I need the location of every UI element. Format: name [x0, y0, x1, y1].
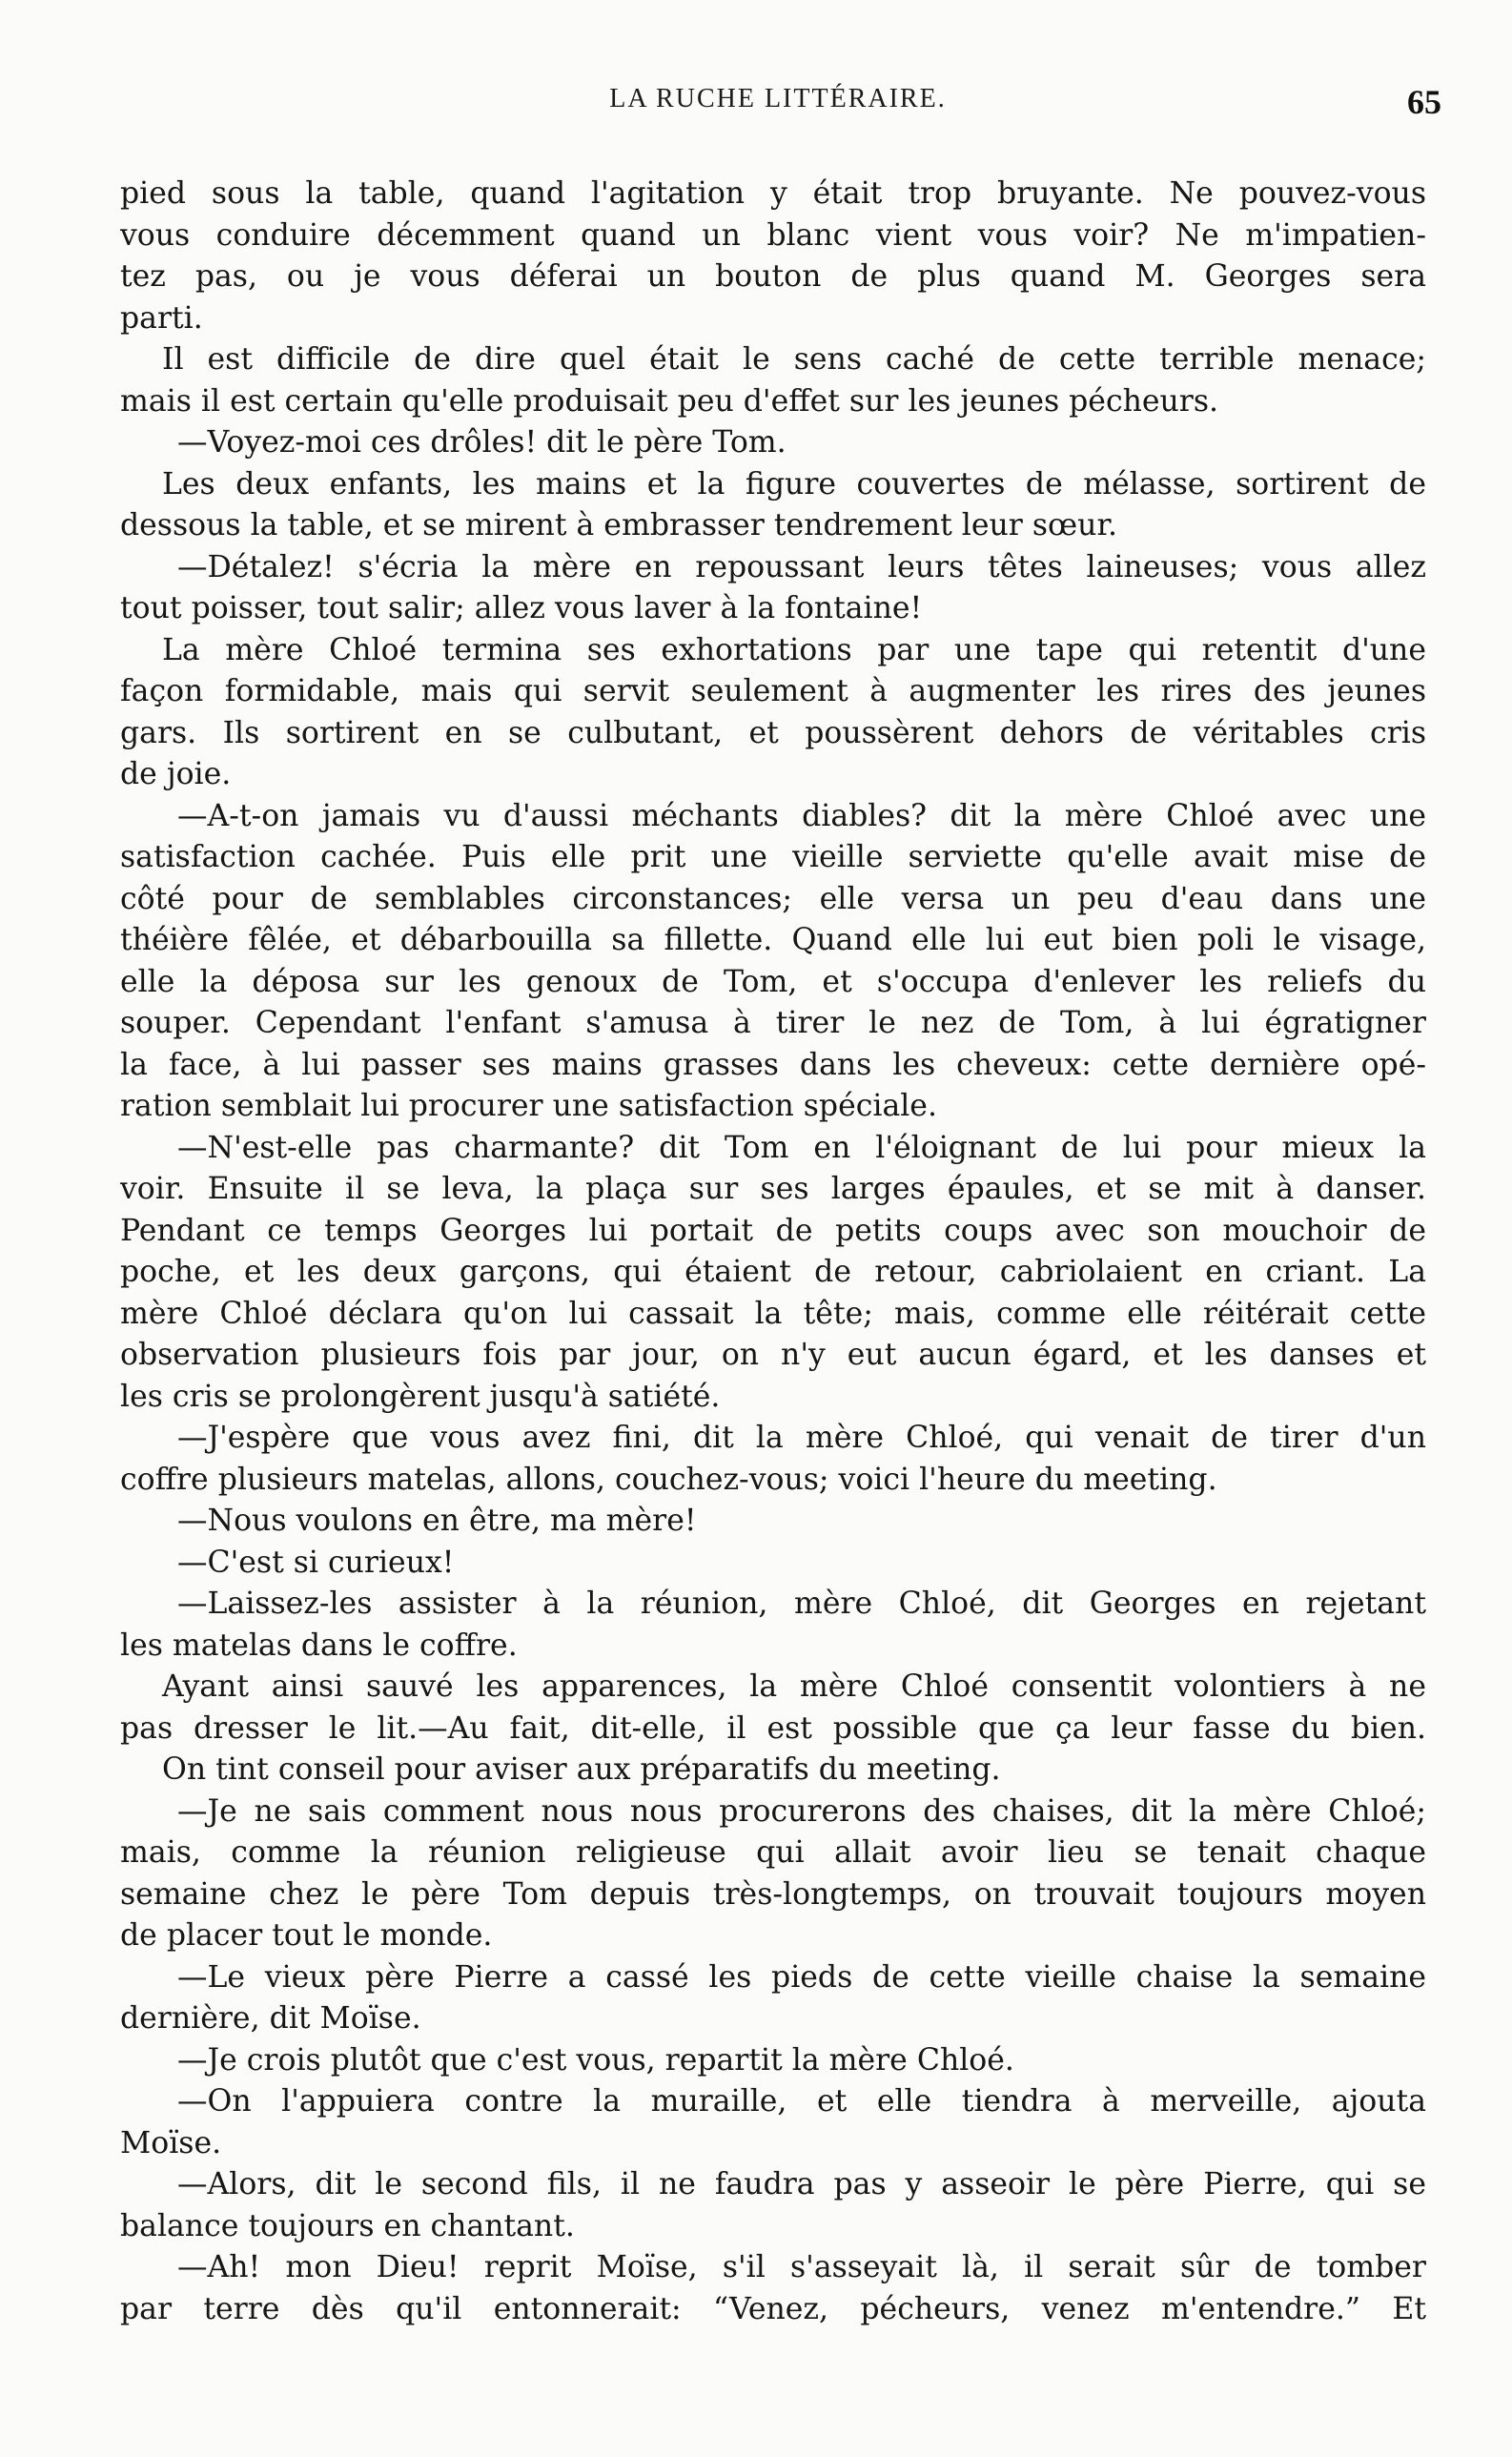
text-line: les matelas dans le coffre. — [120, 1628, 518, 1663]
text-line: semaine chez le père Tom depuis très-longtemps, on trouvait toujours moyen — [120, 1876, 1426, 1912]
text-line: Les deux enfants, les mains et la figure couvertes de mélasse, sortirent de — [162, 466, 1426, 502]
text-line: balance toujours en chantant. — [120, 2208, 575, 2243]
body-text — [120, 174, 1426, 2330]
text-line: —Détalez! s'écria la mère en repoussant leurs têtes laineuses; vous allez — [177, 549, 1426, 584]
text-line: vous conduire décemment quand un blanc vient vous voir? Ne m'impatien- — [120, 217, 1426, 253]
page-number: 65 — [1407, 83, 1441, 121]
text-line: pied sous la table, quand l'agitation y était trop bruyante. Ne pouvez-vous — [120, 176, 1426, 211]
text-line: mais, comme la réunion religieuse qui allait avoir lieu se tenait chaque — [120, 1835, 1426, 1870]
text-line: Moïse. — [120, 2125, 222, 2160]
text-line: de placer tout le monde. — [120, 1918, 493, 1953]
text-line: poche, et les deux garçons, qui étaient de retour, cabriolaient en criant. La — [120, 1255, 1426, 1289]
text-line: dessous la table, et se mirent à embrasser tendrement leur sœur. — [120, 508, 1118, 543]
text-line: —Ah! mon Dieu! reprit Moïse, s'il s'asseyait là, il serait sûr de tomber — [177, 2250, 1426, 2284]
text-line: —Voyez-moi ces drôles! dit le père Tom. — [177, 425, 787, 460]
text-line: tout poisser, tout salir; allez vous laver à la fontaine! — [120, 591, 923, 625]
text-line: —C'est si curieux! — [177, 1545, 455, 1580]
text-line: —N'est-elle pas charmante? dit Tom en l'éloignant de lui pour mieux la — [177, 1130, 1426, 1165]
text-line: les cris se prolongèrent jusqu'à satiété. — [120, 1379, 721, 1414]
text-line: la face, à lui passer ses mains grasses dans les cheveux: cette dernière opé- — [120, 1047, 1426, 1082]
text-line: pas dresser le lit.—Au fait, dit-elle, il est possible que ça leur fasse du bien. — [120, 1710, 1426, 1746]
running-head — [114, 84, 1441, 122]
text-line: —Nous voulons en être, ma mère! — [177, 1504, 697, 1538]
running-title: LA RUCHE LITTÉRAIRE. — [609, 84, 947, 113]
text-line: Il est difficile de dire quel était le sens caché de cette terrible menace; — [162, 342, 1426, 377]
text-line: Ayant ainsi sauvé les apparences, la mère Chloé consentit volontiers à ne — [162, 1669, 1426, 1704]
text-line: tez pas, ou je vous déferai un bouton de plus quand M. Georges sera — [120, 259, 1426, 294]
text-line: façon formidable, mais qui servit seulement à augmenter les rires des jeunes — [120, 674, 1426, 708]
text-line: Pendant ce temps Georges lui portait de petits coups avec son mouchoir de — [120, 1213, 1426, 1248]
text-line: La mère Chloé termina ses exhortations par une tape qui retentit d'une — [162, 632, 1426, 667]
text-line: coffre plusieurs matelas, allons, couchez-vous; voici l'heure du meeting. — [120, 1462, 1217, 1497]
text-line: elle la déposa sur les genoux de Tom, et s'occupa d'enlever les reliefs du — [120, 964, 1426, 999]
text-line: de joie. — [120, 757, 232, 791]
text-line: —J'espère que vous avez fini, dit la mère Chloé, qui venait de tirer d'un — [177, 1421, 1426, 1455]
text-line: gars. Ils sortirent en se culbutant, et poussèrent dehors de véritables cris — [120, 715, 1426, 750]
text-line: —Je ne sais comment nous nous procurerons des chaises, dit la mère Chloé; — [177, 1793, 1426, 1829]
text-line: côté pour de semblables circonstances; elle versa un peu d'eau dans une — [120, 881, 1426, 916]
text-line: —On l'appuiera contre la muraille, et elle tiendra à merveille, ajouta — [177, 2084, 1426, 2119]
text-line: théière fêlée, et débarbouilla sa fillette. Quand elle lui eut bien poli le visage, — [120, 923, 1426, 957]
text-line: observation plusieurs fois par jour, on n'y eut aucun égard, et les danses et — [120, 1338, 1426, 1372]
text-line: —A-t-on jamais vu d'aussi méchants diables? dit la mère Chloé avec une — [177, 798, 1426, 833]
text-line: satisfaction cachée. Puis elle prit une vieille serviette qu'elle avait mise de — [120, 840, 1426, 874]
text-line: dernière, dit Moïse. — [120, 2001, 421, 2036]
text-line: par terre dès qu'il entonnerait: “Venez, pécheurs, venez m'entendre.” Et — [120, 2291, 1426, 2326]
text-line: —Le vieux père Pierre a cassé les pieds de cette vieille chaise la semaine — [177, 1959, 1426, 1995]
text-line: —Laissez-les assister à la réunion, mère Chloé, dit Georges en rejetant — [177, 1587, 1426, 1621]
text-line: On tint conseil pour aviser aux préparatifs du meeting. — [162, 1752, 1001, 1787]
text-line: ration semblait lui procurer une satisfaction spéciale. — [120, 1089, 937, 1123]
text-line: parti. — [120, 300, 203, 336]
text-line: voir. Ensuite il se leva, la plaça sur ses larges épaules, et se mit à danser. — [120, 1172, 1426, 1206]
text-line: souper. Cependant l'enfant s'amusa à tirer le nez de Tom, à lui égratigner — [120, 1006, 1426, 1040]
text-line: mais il est certain qu'elle produisait peu d'effet sur les jeunes pécheurs. — [120, 383, 1219, 419]
text-line: —Je crois plutôt que c'est vous, repartit la mère Chloé. — [177, 2042, 1014, 2078]
text-line: —Alors, dit le second fils, il ne faudra pas y asseoir le père Pierre, qui se — [177, 2167, 1426, 2201]
text-line: mère Chloé déclara qu'on lui cassait la tête; mais, comme elle réitérait cette — [120, 1296, 1426, 1331]
